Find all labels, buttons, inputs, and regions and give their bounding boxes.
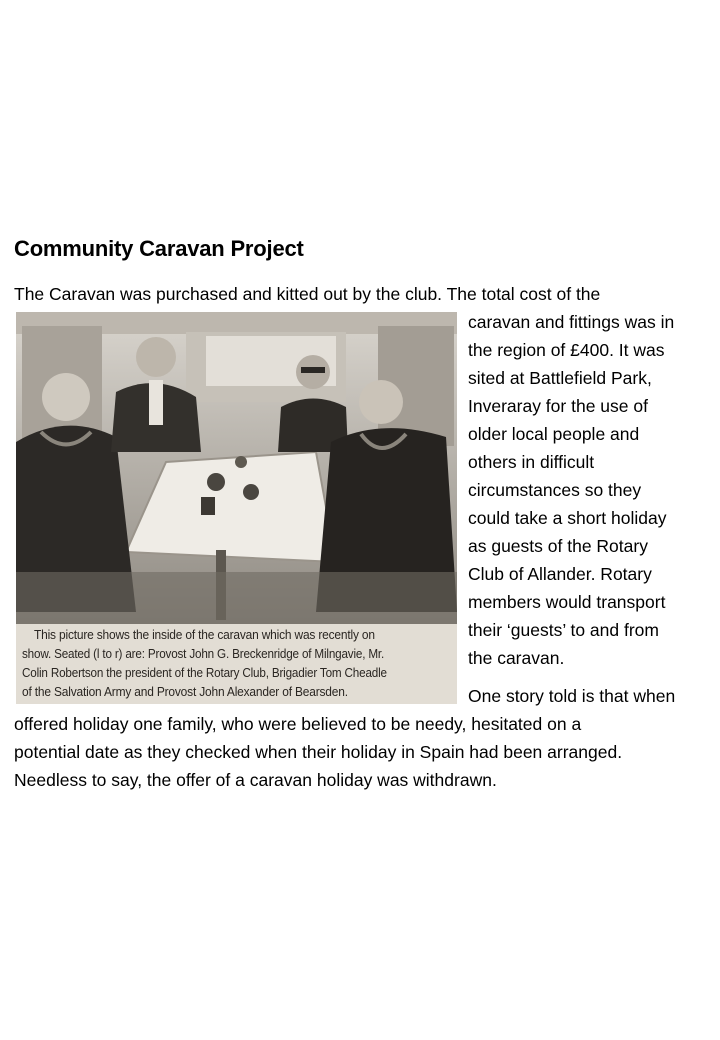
caravan-interior-photo (16, 312, 457, 624)
paragraph-line: others in difficult (468, 452, 595, 472)
paragraph-line: potential date as they checked when their holiday in Spain had been arranged. (14, 742, 623, 762)
paragraph-line: Needless to say, the offer of a caravan holiday was withdrawn. (14, 770, 497, 790)
caption-line: Colin Robertson the president of the Rotary Club, Brigadier Tom Cheadle (22, 665, 387, 680)
paragraph-line: Club of Allander. Rotary (468, 564, 652, 584)
paragraph-line: Inveraray for the use of (468, 396, 648, 416)
paragraph-line: sited at Battlefield Park, (468, 368, 652, 388)
caption-line: of the Salvation Army and Provost John Alexander of Bearsden. (22, 684, 348, 699)
caption-line: This picture shows the inside of the caravan which was recently on (34, 627, 375, 642)
caption-line: show. Seated (l to r) are: Provost John G. Breckenridge of Milngavie, Mr. (22, 646, 385, 661)
newspaper-clipping (16, 312, 457, 704)
paragraph-line: One story told is that when (468, 686, 676, 706)
page-title: Community Caravan Project (14, 236, 304, 261)
paragraph-line: could take a short holiday (468, 508, 667, 528)
paragraph-line: the caravan. (468, 648, 565, 668)
paragraph-line: members would transport (468, 592, 666, 612)
paragraph-line: The Caravan was purchased and kitted out by the club. The total cost of the (14, 284, 601, 304)
paragraph-line: offered holiday one family, who were believed to be needy, hesitated on a (14, 714, 582, 734)
paragraph-line: their ‘guests’ to and from (468, 620, 659, 640)
paragraph-line: as guests of the Rotary (468, 536, 648, 556)
paragraph-line: older local people and (468, 424, 640, 444)
paragraph-line: caravan and fittings was in (468, 312, 675, 332)
paragraph-line: the region of £400. It was (468, 340, 665, 360)
photo-caption (16, 624, 457, 704)
paragraph-line: circumstances so they (468, 480, 642, 500)
